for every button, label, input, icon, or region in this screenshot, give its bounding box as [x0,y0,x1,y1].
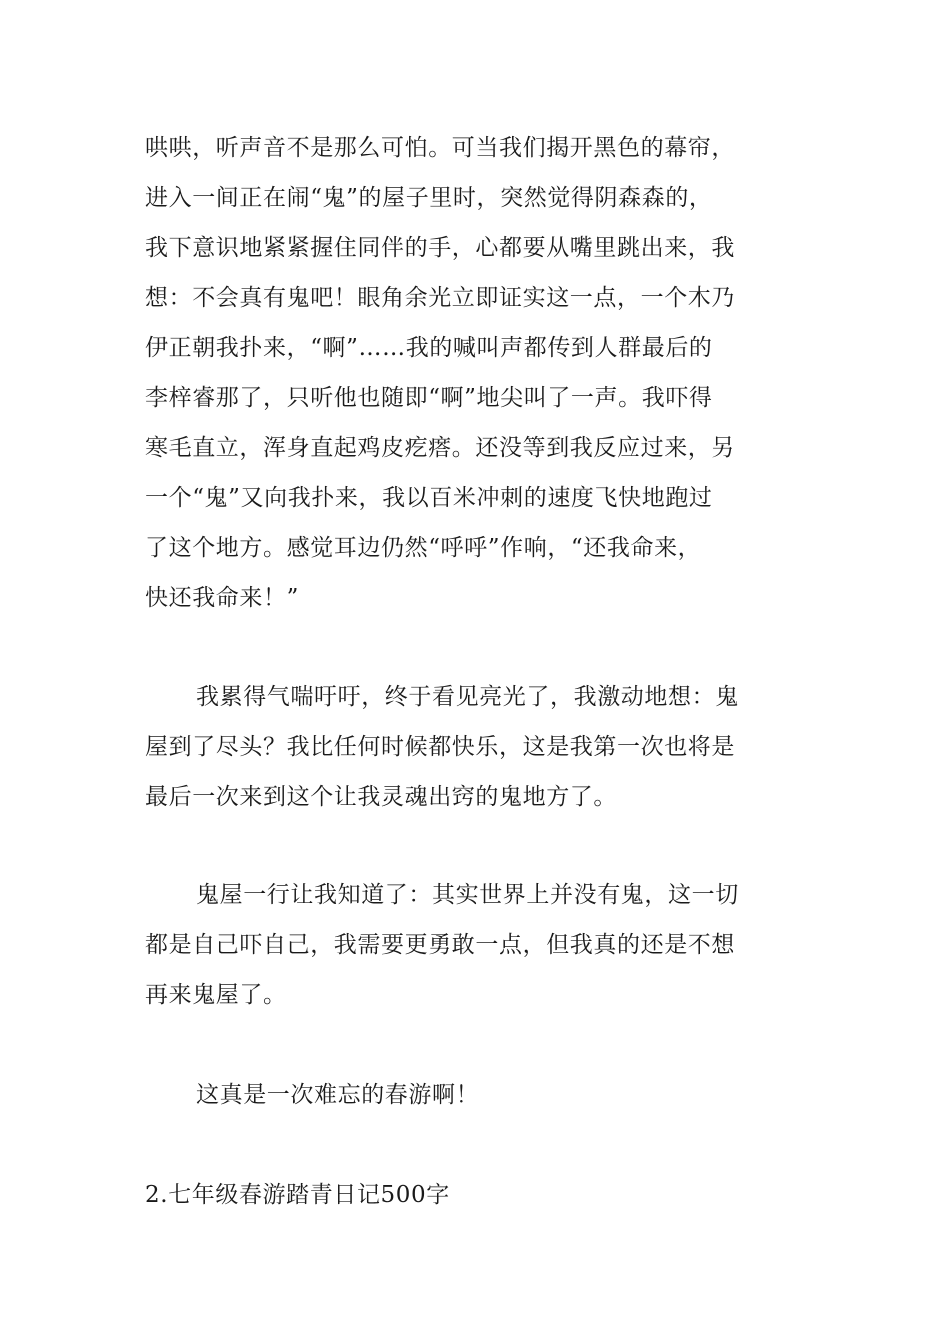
paragraph-1-line-10: 快还我命来！” [145,585,299,611]
paragraph-1-line-9: 了这个地方。感觉耳边仍然“呼呼”作响，“还我命来， [145,535,702,561]
section-heading: 2.七年级春游踏青日记500字 [145,1182,450,1208]
paragraph-1-line-1: 哄哄，听声音不是那么可怕。可当我们揭开黑色的幕帘， [145,135,735,161]
paragraph-2-line-2: 屋到了尽头？我比任何时候都快乐，这是我第一次也将是 [145,734,735,760]
paragraph-2-line-1: 我累得气喘吁吁，终于看见亮光了，我激动地想：鬼 [196,684,739,710]
paragraph-1-line-4: 想：不会真有鬼吧！眼角余光立即证实这一点，一个木乃 [145,285,735,311]
paragraph-1-line-3: 我下意识地紧紧握住同伴的手，心都要从嘴里跳出来，我 [145,235,735,261]
paragraph-4-line-1: 这真是一次难忘的春游啊！ [196,1082,480,1108]
paragraph-3-line-3: 再来鬼屋了。 [145,982,287,1008]
paragraph-1-line-7: 寒毛直立，浑身直起鸡皮疙瘩。还没等到我反应过来，另 [145,435,735,461]
paragraph-1-line-5: 伊正朝我扑来，“啊”……我的喊叫声都传到人群最后的 [145,335,713,361]
paragraph-3-line-2: 都是自己吓自己，我需要更勇敢一点，但我真的还是不想 [145,932,735,958]
paragraph-1-line-2: 进入一间正在闹“鬼”的屋子里时，突然觉得阴森森的， [145,185,713,211]
paragraph-1-line-8: 一个“鬼”又向我扑来，我以百米冲刺的速度飞快地跑过 [145,485,713,511]
paragraph-1-line-6: 李梓睿那了，只听他也随即“啊”地尖叫了一声。我吓得 [145,385,713,411]
paragraph-3-line-1: 鬼屋一行让我知道了：其实世界上并没有鬼，这一切 [196,882,739,908]
paragraph-2-line-3: 最后一次来到这个让我灵魂出窍的鬼地方了。 [145,784,617,810]
